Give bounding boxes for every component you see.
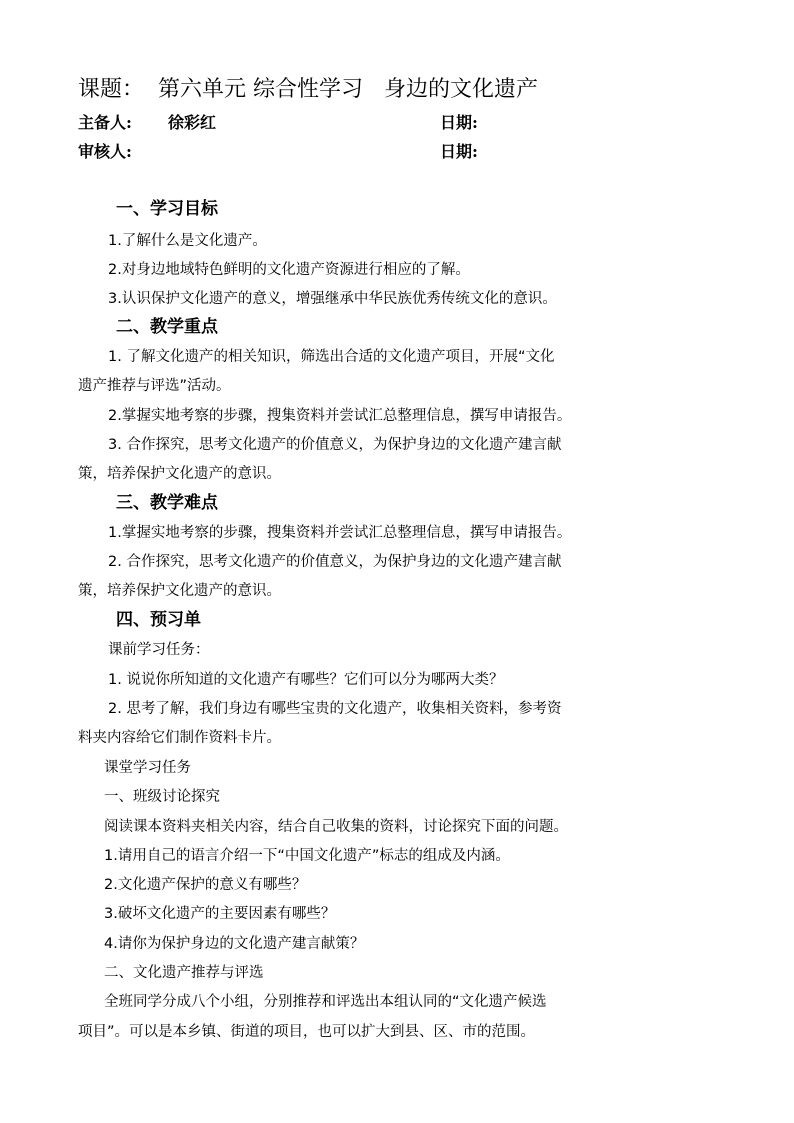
body-line: 课前学习任务： [108,642,210,658]
body-line: 2.对身边地域特色鲜明的文化遗产资源进行相应的了解。 [108,262,470,278]
date-label: 日期: [440,142,478,161]
body-line: 3.破坏文化遗产的主要因素有哪些？ [104,906,336,922]
body-line: 策，培养保护文化遗产的意识。 [78,583,281,599]
reviewer-label: 审核人: [78,142,132,161]
body-line: 遗产推荐与评选”活动。 [78,378,231,394]
body-line: 1.请用自己的语言介绍一下“中国文化遗产”标志的组成及内涵。 [104,848,510,864]
preparer-label: 主备人: [78,113,132,132]
body-line: 3. 合作探究，思考文化遗产的价值意义，为保护身边的文化遗产建言献 [108,437,562,453]
body-line: 二、文化遗产推荐与评选 [104,965,264,981]
body-line: 1. 了解文化遗产的相关知识，筛选出合适的文化遗产项目，开展“文化 [108,349,555,365]
body-line: 2.文化遗产保护的意义有哪些？ [104,877,307,893]
preparer-name: 徐彩红 [168,113,217,132]
section-heading: 二、教学重点 [116,317,218,337]
body-line: 4.请你为保护身边的文化遗产建言献策？ [104,936,365,952]
body-line: 料夹内容给它们制作资料卡片。 [78,730,281,746]
body-line: 1.掌握实地考察的步骤，搜集资料并尝试汇总整理信息，撰写申请报告。 [108,525,572,541]
body-line: 1.了解什么是文化遗产。 [108,233,267,249]
body-line: 项目”。可以是本乡镇、街道的项目，也可以扩大到县、区、市的范围。 [78,1024,536,1040]
date-label: 日期: [440,113,478,132]
body-line: 课堂学习任务 [104,760,191,776]
body-line: 1. 说说你所知道的文化遗产有哪些？它们可以分为哪两大类？ [108,672,504,688]
body-line: 全班同学分成八个小组，分别推荐和评选出本组认同的“文化遗产候选 [104,994,547,1010]
body-line: 2. 合作探究，思考文化遗产的价值意义，为保护身边的文化遗产建言献 [108,554,562,570]
section-heading: 四、预习单 [116,610,201,630]
body-line: 阅读课本资料夹相关内容，结合自己收集的资料，讨论探究下面的问题。 [104,819,568,835]
body-line: 2. 思考了解，我们身边有哪些宝贵的文化遗产，收集相关资料，参考资 [108,701,562,717]
lesson-title: 课题： 第六单元 综合性学习 身边的文化遗产 [78,77,538,102]
section-heading: 三、教学难点 [116,493,218,513]
section-heading: 一、学习目标 [116,199,218,219]
body-line: 2.掌握实地考察的步骤，搜集资料并尝试汇总整理信息，撰写申请报告。 [108,408,572,424]
body-line: 策，培养保护文化遗产的意识。 [78,466,281,482]
body-line: 3.认识保护文化遗产的意义，增强继承中华民族优秀传统文化的意识。 [108,291,557,307]
body-line: 一、班级讨论探究 [104,789,220,805]
